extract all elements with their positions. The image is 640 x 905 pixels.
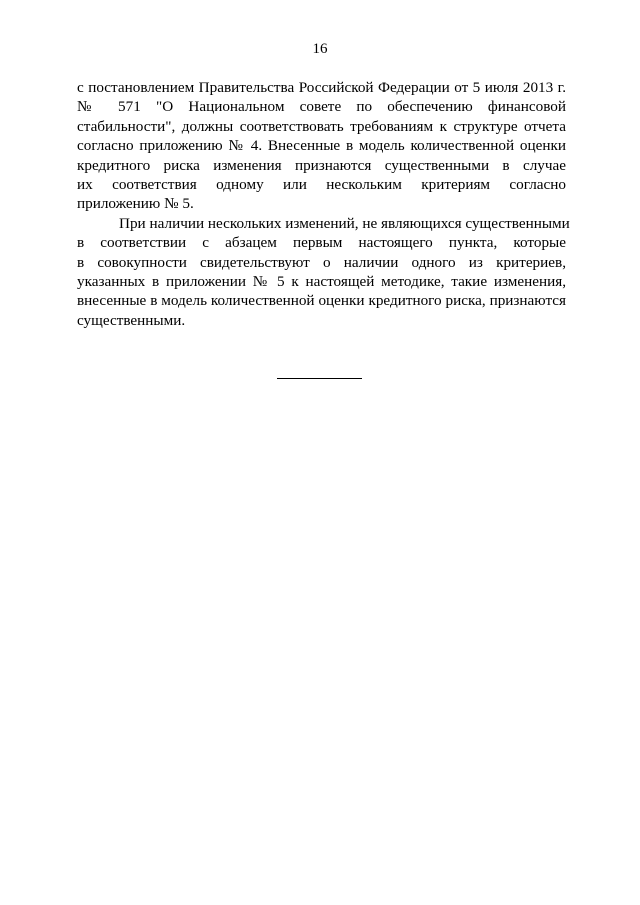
- text-line: кредитного риска изменения признаются существенными в случае: [77, 156, 566, 174]
- text-line: существенными.: [77, 311, 186, 329]
- page-number: 16: [312, 41, 328, 57]
- end-of-document-rule: [277, 378, 362, 379]
- text-line: указанных в приложении № 5 к настоящей методике, такие изменения,: [77, 272, 566, 290]
- text-line: приложению № 5.: [77, 195, 194, 213]
- text-line: стабильности", должны соответствовать требованиям к структуре отчета: [77, 117, 566, 135]
- text-line: № 571 "О Национальном совете по обеспечению финансовой: [77, 98, 566, 116]
- document-body: [77, 78, 570, 330]
- text-line: в соответствии с абзацем первым настоящего пункта, которые: [77, 234, 566, 252]
- text-line: их соответствия одному или нескольким критериям согласно: [77, 175, 566, 193]
- text-line: внесенные в модель количественной оценки кредитного риска, признаются: [77, 292, 566, 310]
- text-line: согласно приложению № 4. Внесенные в модель количественной оценки: [77, 137, 566, 155]
- text-line: в совокупности свидетельствуют о наличии одного из критериев,: [77, 253, 566, 271]
- text-line: с постановлением Правительства Российской Федерации от 5 июля 2013 г.: [77, 79, 566, 96]
- text-line: При наличии нескольких изменений, не являющихся существенными: [119, 214, 570, 232]
